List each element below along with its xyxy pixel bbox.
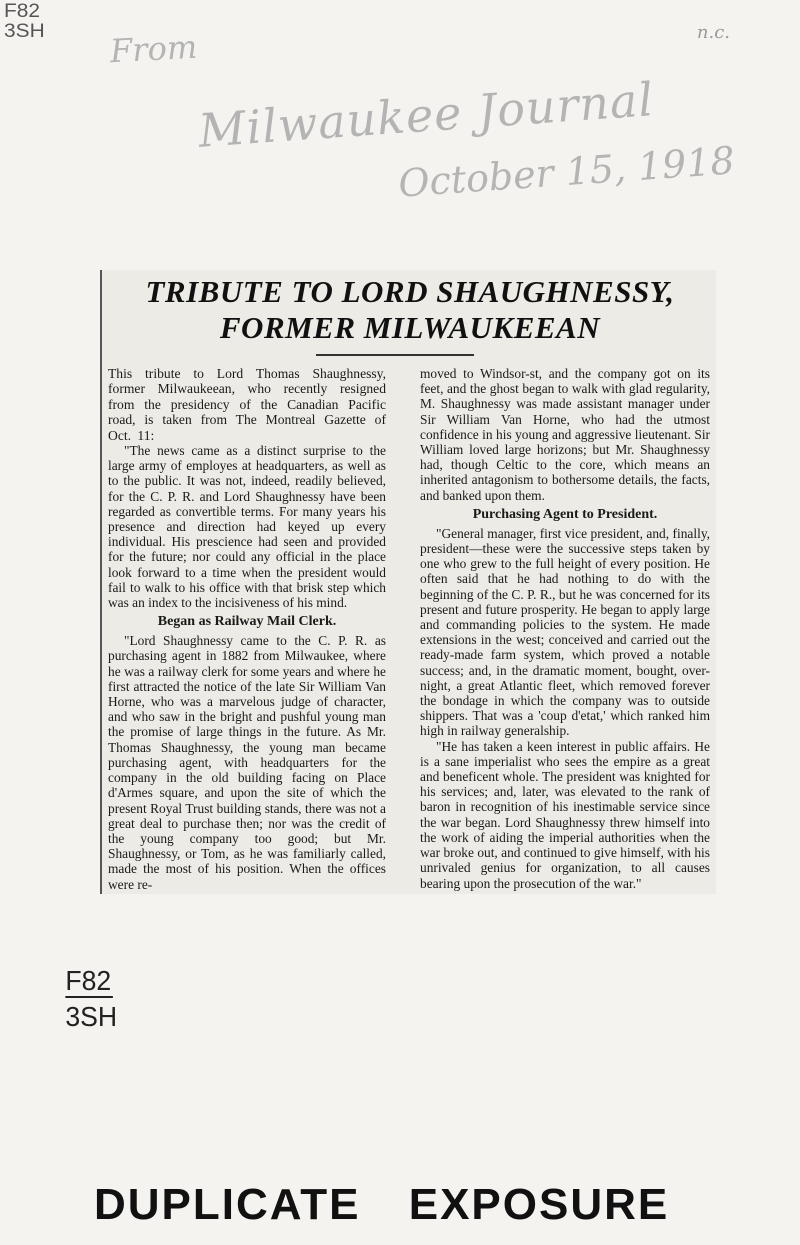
handwritten-source: Milwaukee Journal bbox=[196, 72, 656, 158]
archive-mark-top-left bbox=[4, 2, 92, 42]
intro-paragraph: This tribute to Lord Thomas Shaughnessy, former Milwaukeean, who recently resigned from the presidency of the Canadian Pacific road, is taken from The Montreal Gazette of Oct. 11: bbox=[108, 366, 386, 443]
file-label-line2: 3SH bbox=[65, 1001, 118, 1032]
file-label-line1: F82 bbox=[65, 965, 112, 996]
paragraph: "The news came as a distinct surprise to the large army of employes at headquarters, as well as to the public. It was not, indeed, readily believed, for the C. P. R. and Lord Shaughnessy have been regarded as convertible terms. For many years his presence and direction had keyed up every individual. His prescience had seen and provided for the future; nor could any official in the place look forward to a time when the president would fail to walk to his office with that brisk step which was an index to the incisiveness of his mind. bbox=[108, 443, 386, 611]
headline-rule bbox=[316, 354, 474, 356]
handwritten-date: October 15, 1918 bbox=[396, 138, 736, 206]
subheading: Began as Railway Mail Clerk. bbox=[157, 614, 337, 630]
archive-mark-line2: 3SH bbox=[4, 21, 45, 42]
archive-mark-top-right: n.c. bbox=[696, 22, 730, 43]
archive-mark-line1: F82 bbox=[4, 1, 41, 22]
right-column bbox=[420, 366, 710, 891]
handwritten-from: From bbox=[109, 27, 199, 71]
headline-line1: TRIBUTE TO LORD SHAUGHNESSY, bbox=[145, 274, 675, 309]
paragraph: "General manager, first vice president, and, finally, president—these were the successive steps taken by one who grew to the full height of every position. He often said that he had nothing to do with the beginning of the C. P. R., but he was concerned for its present and future prosperity. He began to apply large and commanding policies to the system. He made extensions in the west; conceived and carried out the ready-made farm system, which proved a notable success; and, in the dramatic moment, bought, over-night, a great Atlantic fleet, which removed forever the bondage in which the company was to outside shippers. That was a 'coup d'etat,' which ranked him high in railway generalship. bbox=[420, 525, 710, 739]
duplicate-exposure-stamp: DUPLICATE EXPOSURE bbox=[94, 1180, 670, 1229]
file-label bbox=[65, 966, 117, 1032]
paragraph: moved to Windsor-st, and the company got on its feet, and the ghost began to walk with glad regularity, M. Shaughnessy was made assistant manager under Sir William Van Horne, who had the utmost confidence in his young and aggressive lieutenant. Sir William loved large horizons; but Mr. Shaughnessy had, though Celtic to the core, which means an inherited antagonism to bothersome details, the facts, and banked upon them. bbox=[420, 366, 710, 503]
paragraph: "Lord Shaughnessy came to the C. P. R. as purchasing agent in 1882 from Milwaukee, where he was a railway clerk for some years and where he first attracted the notice of the late Sir William Van Horne, who was a marvelous judge of character, and who saw in the bright and pushful young man the promise of large things in the future. As Mr. Thomas Shaughnessy, the young man became purchasing agent, with headquarters for the company in the old building facing on Place d'Armes square, and upon the site of which the present Royal Trust building stands, there was not a great deal to purchase then; nor was the credit of the young company too good; but Mr. Shaughnessy, or Tom, as he was familiarly called, made the most of his position. When the offices were re- bbox=[108, 633, 386, 892]
paragraph: "He has taken a keen interest in public affairs. He is a sane imperialist who sees the empire as a great and beneficent whole. The president was knighted for his services; and, later, was elevated to the rank of baron in recognition of his inestimable service since the war began. Lord Shaughnessy threw himself into the work of aiding the imperial authorities when the war broke out, and continued to give himself, with his unrivaled genius for organization, to all causes bearing upon the prosecution of the war." bbox=[420, 738, 710, 891]
left-column bbox=[108, 366, 386, 892]
newspaper-clipping bbox=[100, 270, 716, 894]
headline bbox=[102, 274, 718, 346]
headline-line2: FORMER MILWAUKEEAN bbox=[219, 310, 601, 345]
subheading: Purchasing Agent to President. bbox=[472, 506, 658, 522]
